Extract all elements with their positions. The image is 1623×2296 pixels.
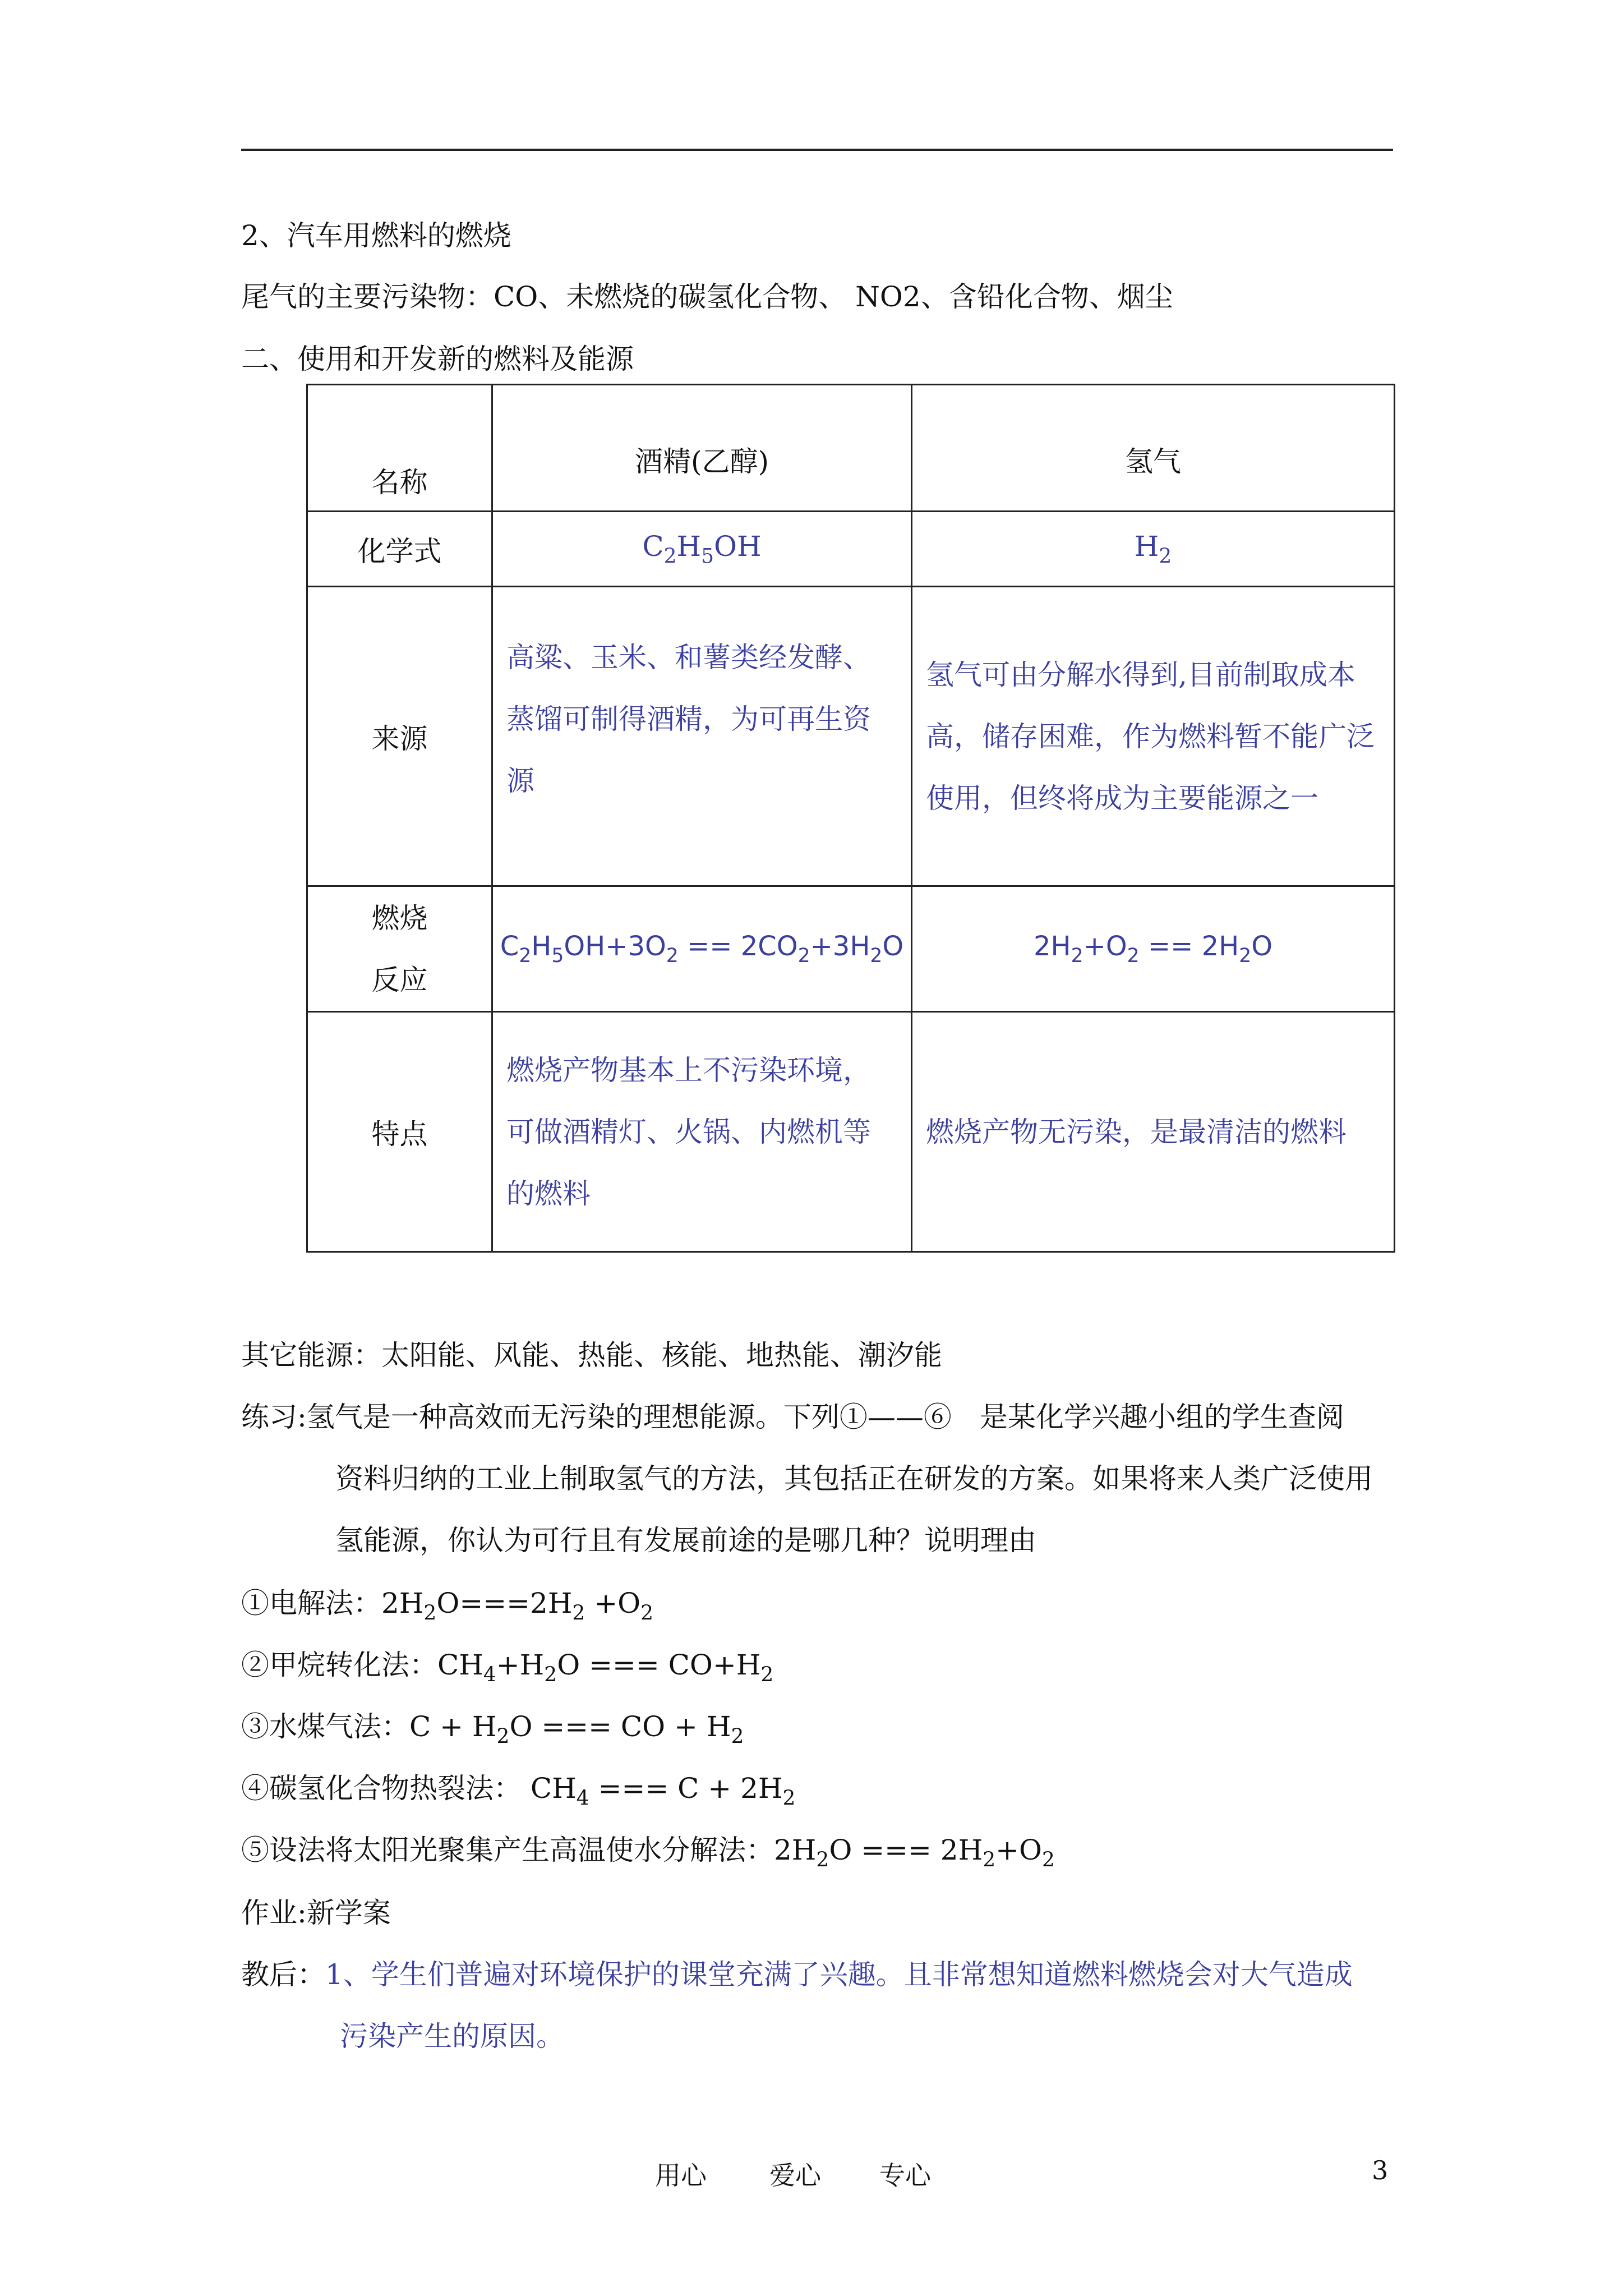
footer-left: 用心 bbox=[655, 2160, 707, 2191]
table-header-row bbox=[307, 385, 1395, 512]
alcohol-feature-line: 燃烧产物基本上不污染环境， bbox=[506, 1053, 871, 1087]
new-fuel-section-title: 二、使用和开发新的燃料及能源 bbox=[241, 343, 634, 375]
header-alcohol-cell bbox=[492, 385, 912, 512]
header-alcohol-label: 酒精(乙醇) bbox=[634, 445, 769, 478]
header-hydrogen-label: 氢气 bbox=[1125, 445, 1181, 478]
homework-line: 作业:新学案 bbox=[241, 1897, 391, 1929]
exhaust-pollutants-line: 尾气的主要污染物：CO、未燃烧的碳氢化合物、 NO2、含铅化合物、烟尘 bbox=[241, 280, 1173, 313]
exercise-line-3: 氢能源，你认为可行且有发展前途的是哪几种？说明理由 bbox=[335, 1524, 1036, 1557]
page-number: 3 bbox=[1372, 2155, 1389, 2185]
formula-part: H bbox=[676, 530, 702, 563]
alcohol-source-cell bbox=[492, 587, 912, 886]
header-hydrogen-cell bbox=[912, 385, 1395, 512]
method-2-equation: $CH_4+H_2O$ === $CO+H_2$ bbox=[437, 1649, 774, 1687]
formula-part: C bbox=[642, 530, 664, 563]
method-1-equation: $2H_2O===2H_2 +O_2$ bbox=[381, 1587, 654, 1625]
method-4-label: ④碳氢化合物热裂法： bbox=[241, 1772, 522, 1805]
alcohol-source-line: 蒸馏可制得酒精，为可再生资 bbox=[506, 703, 871, 735]
method-1 bbox=[241, 1585, 653, 1632]
exercise-label: 练习 bbox=[241, 1401, 297, 1433]
hydrogen-combustion-equation: $2H_2+O_2 == 2H_2O$ bbox=[912, 886, 1395, 1012]
header-name-label: 名称 bbox=[371, 466, 428, 499]
source-row bbox=[307, 587, 1395, 886]
footer-right: 专心 bbox=[879, 2160, 931, 2191]
method-4-equation: $CH_4$ === $C + 2H_2$ bbox=[522, 1772, 796, 1810]
alcohol-source-line: 源 bbox=[506, 765, 534, 797]
formula-row-label: 化学式 bbox=[307, 512, 492, 587]
footer-mid: 爱心 bbox=[769, 2160, 821, 2191]
hydrogen-source-cell bbox=[912, 587, 1395, 886]
method-2 bbox=[241, 1647, 773, 1694]
hydrogen-source-line: 使用，但终将成为主要能源之一 bbox=[926, 781, 1318, 815]
formula-sub: 2 bbox=[1159, 545, 1172, 568]
formula-part: H bbox=[1134, 530, 1159, 563]
section-2-title: 2、汽车用燃料的燃烧 bbox=[241, 219, 511, 252]
method-3 bbox=[241, 1709, 744, 1755]
other-energy-line: 其它能源：太阳能、风能、热能、核能、地热能、潮汐能 bbox=[241, 1339, 942, 1372]
exercise-line-2: 资料归纳的工业上制取氢气的方法，其包括正在研发的方案。如果将来人类广泛使用 bbox=[335, 1462, 1373, 1495]
method-3-equation: $C + H_2O$ === CO + $H_2$ bbox=[409, 1710, 744, 1749]
method-5-label: ⑤设法将太阳光聚集产生高温使水分解法： bbox=[241, 1834, 774, 1866]
hydrogen-feature-cell: 燃烧产物无污染，是最清洁的燃料 bbox=[912, 1012, 1395, 1252]
method-3-label: ③水煤气法： bbox=[241, 1710, 409, 1743]
feature-row-label: 特点 bbox=[307, 1012, 492, 1252]
reflection-line-1 bbox=[241, 1957, 1353, 1993]
hydrogen-source-line: 氢气可由分解水得到,目前制取成本 bbox=[926, 658, 1355, 691]
method-5-equation: $2H_2O$ === $2H_2+O_2$ bbox=[774, 1834, 1055, 1872]
combustion-label-line: 反应 bbox=[371, 963, 428, 996]
alcohol-formula-cell bbox=[492, 512, 912, 587]
source-row-label: 来源 bbox=[307, 587, 492, 886]
combustion-label-line: 燃烧 bbox=[371, 901, 428, 935]
exercise-text: :氢气是一种高效而无污染的理想能源。下列①——⑥ 是某化学兴趣小组的学生查阅 bbox=[297, 1401, 1344, 1433]
formula-sub: 2 bbox=[663, 545, 677, 568]
hydrogen-source-line: 高，储存困难，作为燃料暂不能广泛 bbox=[926, 720, 1375, 753]
formula-row bbox=[307, 512, 1395, 587]
combustion-row bbox=[307, 886, 1395, 1012]
method-5 bbox=[241, 1832, 1055, 1879]
feature-row bbox=[307, 1012, 1395, 1252]
method-4 bbox=[241, 1770, 795, 1817]
alcohol-feature-cell bbox=[492, 1012, 912, 1252]
header-name-cell bbox=[307, 385, 492, 512]
fuel-comparison-table bbox=[306, 384, 1395, 1253]
exercise-line-1 bbox=[241, 1399, 1344, 1435]
method-1-label: ①电解法： bbox=[241, 1587, 381, 1619]
reflection-line-2: 污染产生的原因。 bbox=[340, 2020, 564, 2053]
formula-sub: 5 bbox=[701, 545, 714, 568]
combustion-row-label bbox=[307, 886, 492, 1012]
alcohol-feature-line: 的燃料 bbox=[506, 1177, 591, 1210]
hydrogen-formula-cell bbox=[912, 512, 1395, 587]
alcohol-feature-line: 可做酒精灯、火锅、内燃机等 bbox=[506, 1115, 871, 1148]
reflection-text-1: 1、学生们普遍对环境保护的课堂充满了兴趣。且非常想知道燃料燃烧会对大气造成 bbox=[325, 1958, 1353, 1991]
alcohol-source-line: 高粱、玉米、和薯类经发酵、 bbox=[506, 641, 871, 674]
reflection-label: 教后： bbox=[241, 1958, 325, 1991]
alcohol-combustion-equation: $C_2H_5OH+3O_2 == 2CO_2+3H_2O$ bbox=[492, 886, 912, 1012]
formula-part: OH bbox=[714, 530, 762, 563]
header-rule bbox=[241, 149, 1393, 151]
method-2-label: ②甲烷转化法： bbox=[241, 1649, 437, 1681]
